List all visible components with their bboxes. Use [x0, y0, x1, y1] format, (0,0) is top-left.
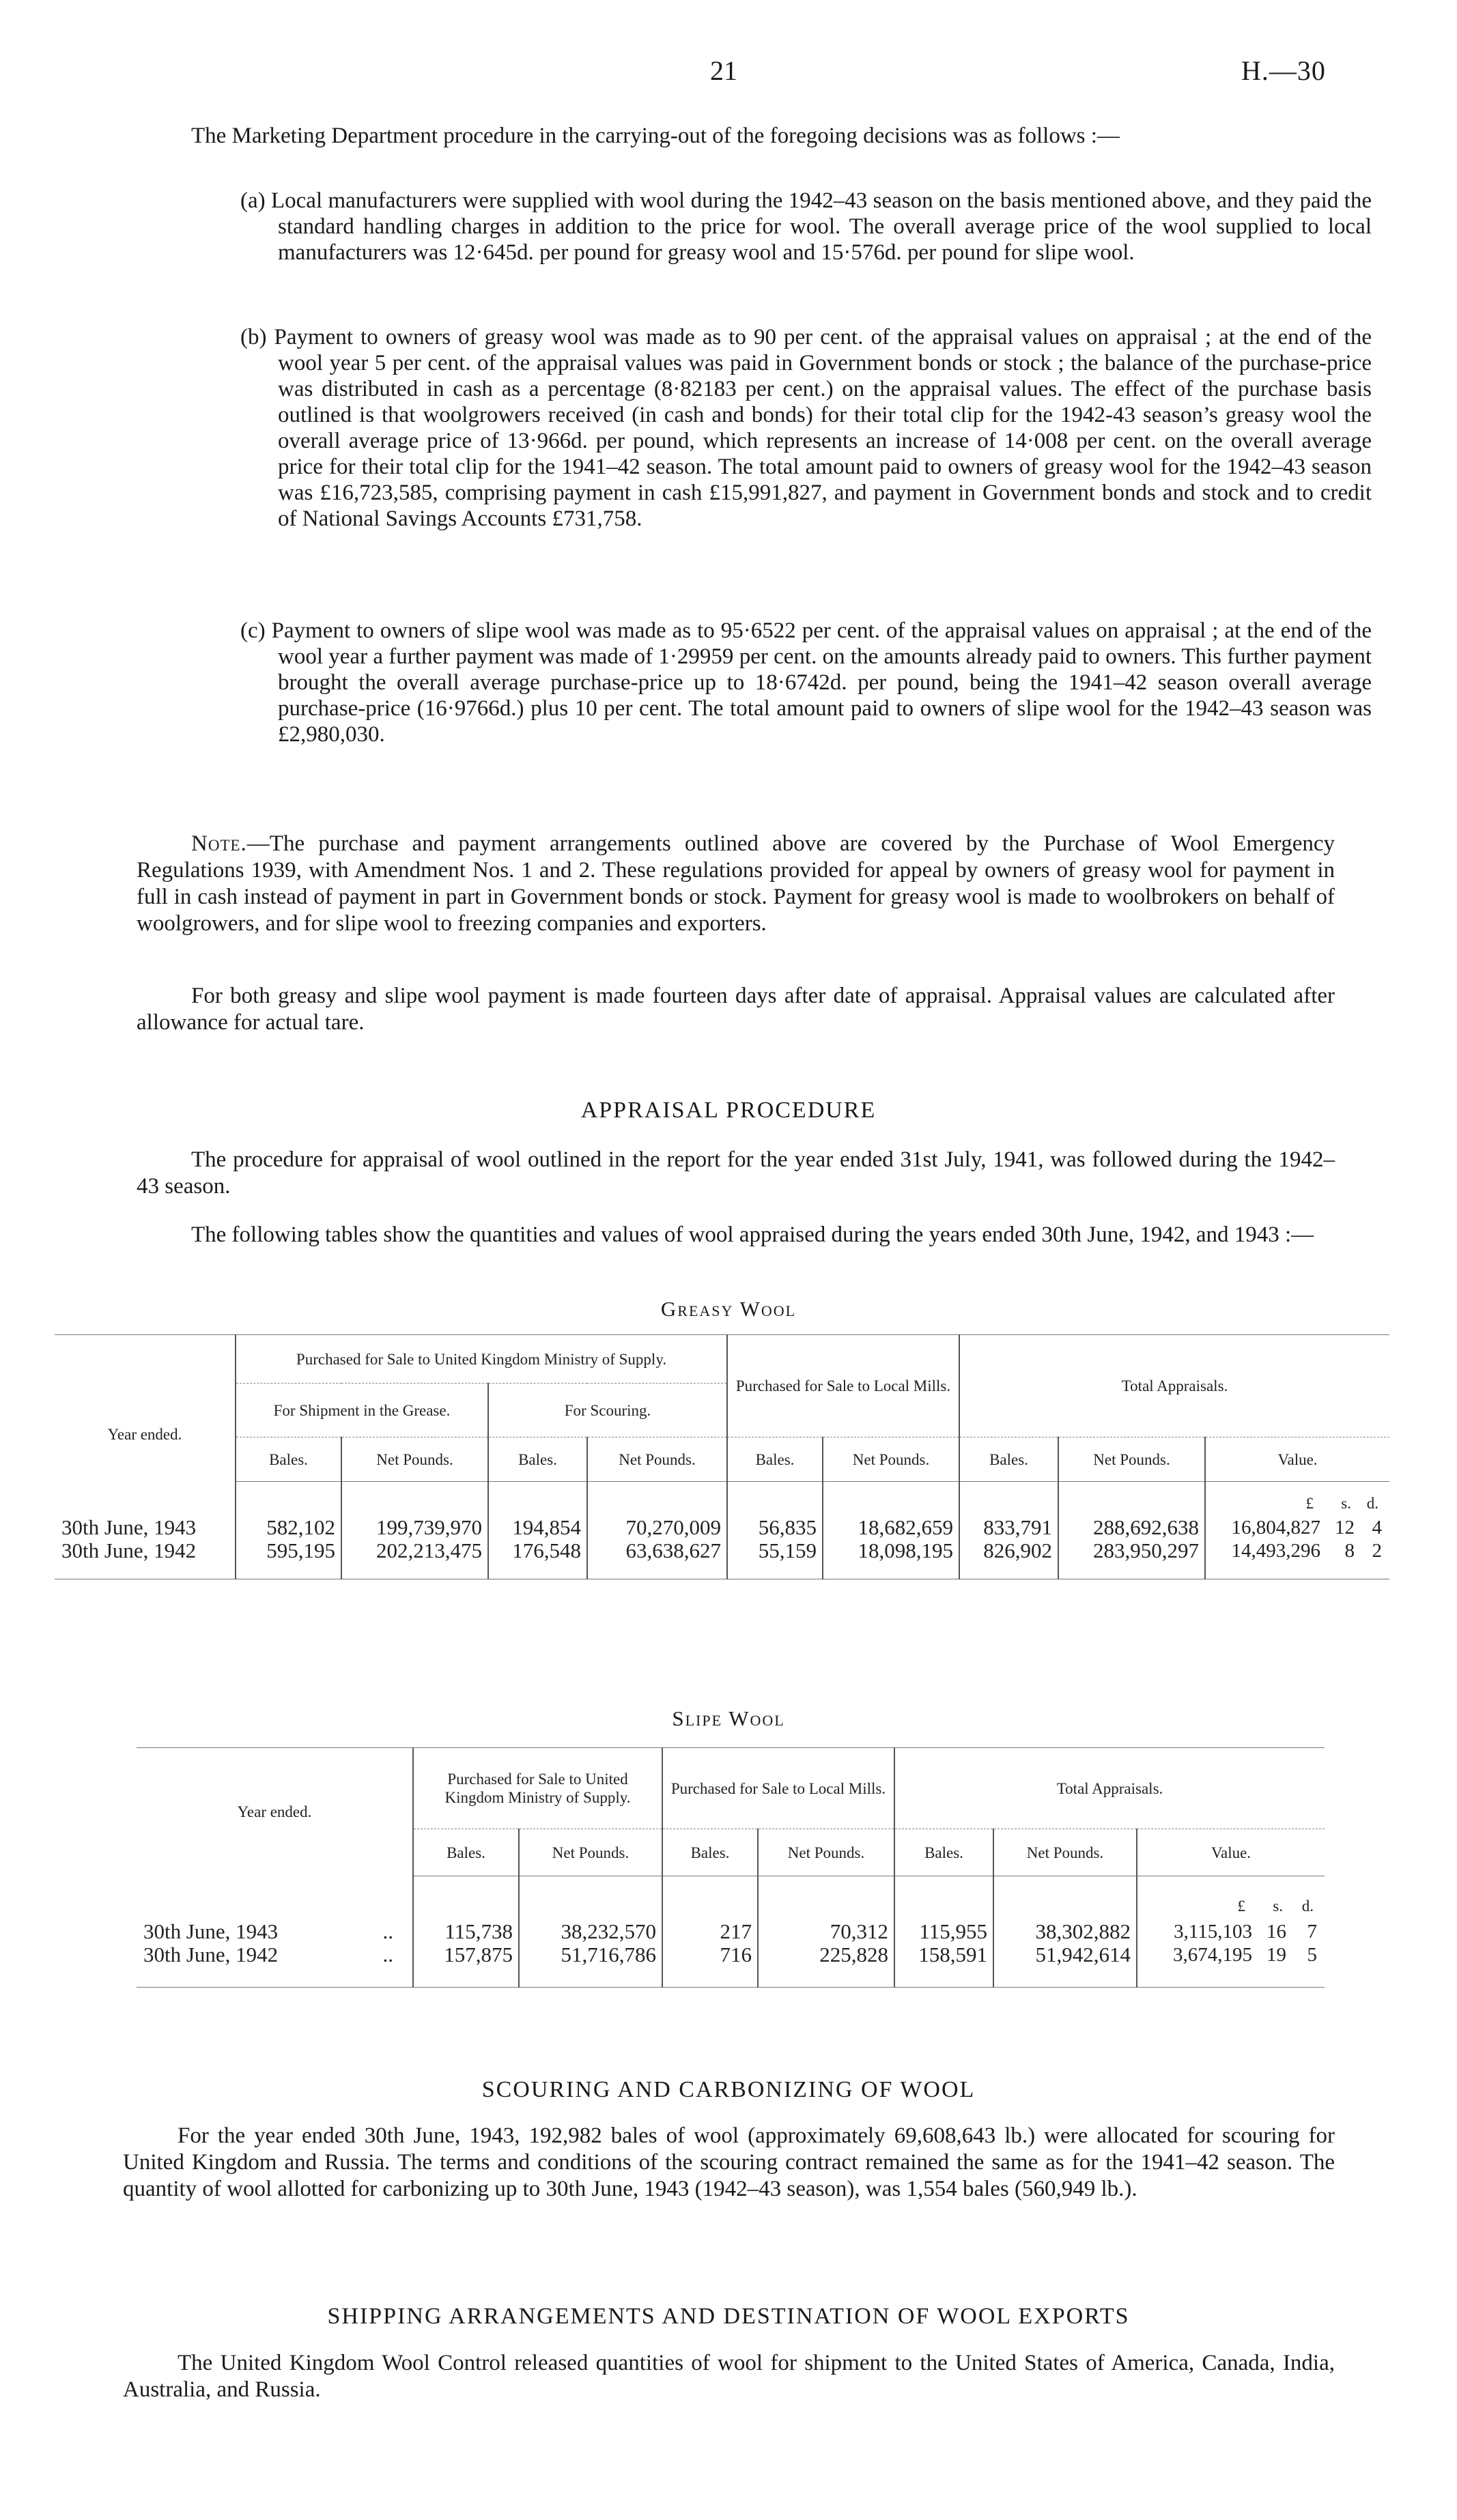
greasy-ship-bales-header: Bales. — [236, 1437, 341, 1482]
slipe-year-header: Year ended. — [137, 1748, 413, 1876]
item-a-label: (a) — [240, 188, 266, 213]
greasy-scour-bales: 194,854 — [488, 1516, 587, 1539]
greasy-pence-unit: d. — [1366, 1494, 1378, 1512]
slipe-uk-bales: 115,738 — [413, 1920, 519, 1943]
greasy-local-bales: 55,159 — [727, 1539, 823, 1579]
slipe-uk-bales: 157,875 — [413, 1943, 519, 1988]
slipe-row-year-cell — [137, 1920, 413, 1943]
greasy-shillings-unit: s. — [1341, 1494, 1351, 1512]
table-row — [55, 1539, 1389, 1579]
greasy-pound-sign: £ — [1305, 1494, 1314, 1512]
greasy-uk-header: Purchased for Sale to United Kingdom Ministry of Supply. — [236, 1335, 727, 1384]
slipe-uk-header: Purchased for Sale to United Kingdom Ministry of Supply. — [413, 1748, 662, 1829]
slipe-total-pounds: 51,942,614 — [993, 1943, 1137, 1988]
slipe-value-pounds: 3,115,103 — [1174, 1920, 1252, 1943]
item-b-text: Payment to owners of greasy wool was made as to 90 per cent. of the appraisal values on appraisal ; at the end of the wool year 5 per cent. of the appraisal values was paid in Government bonds or stock ; the balance of the purchase-price was distributed in cash as a percentage (8·82183 per cent.) on the appraisal values. The effect of the purchase basis outlined is that woolgrowers received (in cash and bonds) for their total clip for the 1942-43 season’s greasy wool the overall average price of 13·966d. per pound, which represents an increase of 14·008 per cent. on the overall average price for their total clip for the 1941–42 season. The total amount paid to owners of greasy wool for the 1942–43 season was £16,723,585, comprising payment in cash £15,991,827, and payment in Government bonds and stock and to credit of National Savings Accounts £731,758. — [274, 325, 1372, 531]
greasy-ship-pounds-header: Net Pounds. — [341, 1437, 488, 1482]
greasy-local-pounds-header: Net Pounds. — [823, 1437, 959, 1482]
greasy-ship-bales: 582,102 — [236, 1516, 341, 1539]
greasy-local-pounds: 18,682,659 — [823, 1516, 959, 1539]
greasy-year-header: Year ended. — [55, 1335, 236, 1482]
slipe-uk-pounds-header: Net Pounds. — [519, 1829, 662, 1876]
document-reference: H.—30 — [1241, 55, 1326, 86]
slipe-shillings-unit: s. — [1273, 1897, 1283, 1915]
greasy-total-bales: 833,791 — [959, 1516, 1058, 1539]
slipe-value-s: 16 — [1267, 1920, 1286, 1943]
slipe-value-s: 19 — [1267, 1943, 1286, 1966]
table-row — [55, 1516, 1389, 1539]
slipe-local-bales-header: Bales. — [662, 1829, 758, 1876]
greasy-value — [1205, 1516, 1389, 1539]
greasy-local-bales-header: Bales. — [727, 1437, 823, 1482]
slipe-value-header: Value. — [1137, 1829, 1325, 1876]
greasy-value-s: 12 — [1335, 1516, 1355, 1538]
greasy-total-bales-header: Bales. — [959, 1437, 1058, 1482]
slipe-uk-pounds: 51,716,786 — [519, 1943, 662, 1988]
slipe-total-bales-header: Bales. — [894, 1829, 993, 1876]
slipe-total-bales: 158,591 — [894, 1943, 993, 1988]
greasy-ship-pounds: 202,213,475 — [341, 1539, 488, 1579]
slipe-row-year: 30th June, 1943 — [143, 1919, 279, 1943]
greasy-value-s: 8 — [1344, 1539, 1355, 1562]
slipe-local-pounds-header: Net Pounds. — [758, 1829, 894, 1876]
table-row — [137, 1943, 1325, 1988]
slipe-local-pounds: 70,312 — [758, 1920, 894, 1943]
greasy-value-header: Value. — [1205, 1437, 1389, 1482]
slipe-row-year: 30th June, 1942 — [143, 1942, 279, 1966]
greasy-total-header: Total Appraisals. — [959, 1335, 1389, 1437]
slipe-local-bales: 716 — [662, 1943, 758, 1988]
greasy-scouring-header: For Scouring. — [488, 1384, 727, 1437]
page-number: 21 — [710, 55, 737, 86]
greasy-value-d: 4 — [1372, 1516, 1382, 1538]
slipe-local-bales: 217 — [662, 1920, 758, 1943]
item-a — [240, 188, 1372, 266]
slipe-pence-unit: d. — [1301, 1897, 1314, 1915]
greasy-total-pounds: 288,692,638 — [1058, 1516, 1205, 1539]
note-label: Note. — [191, 831, 247, 856]
greasy-value-pounds: 16,804,827 — [1231, 1516, 1320, 1538]
slipe-wool-title: Slipe Wool — [672, 1706, 785, 1730]
slipe-value-d: 7 — [1307, 1920, 1317, 1943]
scouring-heading: SCOURING AND CARBONIZING OF WOOL — [481, 2077, 976, 2102]
item-c-label: (c) — [240, 618, 266, 643]
greasy-local-header: Purchased for Sale to Local Mills. — [727, 1335, 959, 1437]
slipe-value-units — [1137, 1876, 1325, 1920]
greasy-ship-pounds: 199,739,970 — [341, 1516, 488, 1539]
greasy-total-pounds: 283,950,297 — [1058, 1539, 1205, 1579]
slipe-total-pounds-header: Net Pounds. — [993, 1829, 1137, 1876]
greasy-total-pounds-header: Net Pounds. — [1058, 1437, 1205, 1482]
slipe-total-bales: 115,955 — [894, 1920, 993, 1943]
slipe-local-pounds: 225,828 — [758, 1943, 894, 1988]
greasy-scour-bales: 176,548 — [488, 1539, 587, 1579]
appraisal-heading: APPRAISAL PROCEDURE — [580, 1098, 877, 1123]
tables-intro-paragraph: The following tables show the quantities and values of wool appraised during the years ended 30th June, 1942, and 1943 :— — [191, 1222, 1314, 1247]
greasy-row-year: 30th June, 1943 — [61, 1515, 197, 1539]
greasy-wool-title: Greasy Wool — [660, 1297, 797, 1321]
slipe-local-header: Purchased for Sale to Local Mills. — [662, 1748, 894, 1829]
slipe-value — [1137, 1943, 1325, 1988]
greasy-scour-bales-header: Bales. — [488, 1437, 587, 1482]
slipe-row-dots: .. — [382, 1919, 393, 1943]
note-paragraph — [137, 831, 1335, 937]
greasy-value — [1205, 1539, 1389, 1579]
greasy-scour-pounds-header: Net Pounds. — [587, 1437, 727, 1482]
greasy-scour-pounds: 63,638,627 — [587, 1539, 727, 1579]
slipe-total-header: Total Appraisals. — [894, 1748, 1325, 1829]
scouring-paragraph: For the year ended 30th June, 1943, 192,982 bales of wool (approximately 69,608,643 lb.) were allocated for scouring for United Kingdom and Russia. The terms and conditions of the scouring contract remained the same as for the 1941–42 season. The quantity of wool allotted for carbonizing up to 30th June, 1943 (1942–43 season), was 1,554 bales (560,949 lb.). — [123, 2123, 1335, 2201]
item-c-text: Payment to owners of slipe wool was made as to 95·6522 per cent. of the appraisal values on appraisal ; at the end of the wool year a further payment was made of 1·29959 per cent. on the amounts already paid to owners. This further payment brought the overall average purchase-price up to 18·6742d. per pound, being the 1941–42 season overall average purchase-price (16·9766d.) plus 10 per cent. The total amount paid to owners of slipe wool for the 1942–43 season was £2,980,030. — [271, 618, 1372, 747]
greasy-ship-bales: 595,195 — [236, 1539, 341, 1579]
shipping-paragraph: The United Kingdom Wool Control released quantities of wool for shipment to the United States of America, Canada, India, Australia, and Russia. — [123, 2351, 1335, 2402]
note-text: —The purchase and payment arrangements outlined above are covered by the Purchase of Wool Emergency Regulations 1939, with Amendment Nos. 1 and 2. These regulations provided for appeal by owners of greasy wool for payment in full in cash instead of payment in part in Government bonds or stock. Payment for greasy wool is made to woolbrokers on behalf of woolgrowers, and for slipe wool to freezing companies and exporters. — [137, 831, 1335, 936]
greasy-value-pounds: 14,493,296 — [1231, 1539, 1320, 1562]
slipe-pound-sign: £ — [1237, 1897, 1245, 1915]
intro-paragraph: The Marketing Department procedure in the carrying-out of the foregoing decisions was as follows :— — [191, 124, 1120, 148]
greasy-total-bales: 826,902 — [959, 1539, 1058, 1579]
item-c — [240, 618, 1372, 747]
greasy-row-year: 30th June, 1942 — [55, 1539, 236, 1579]
slipe-wool-table — [137, 1747, 1325, 1988]
slipe-value — [1137, 1920, 1325, 1943]
slipe-uk-pounds: 38,232,570 — [519, 1920, 662, 1943]
greasy-value-units — [1205, 1482, 1389, 1516]
slipe-row-year-cell — [137, 1943, 413, 1988]
slipe-uk-bales-header: Bales. — [413, 1829, 519, 1876]
slipe-total-pounds: 38,302,882 — [993, 1920, 1137, 1943]
slipe-value-d: 5 — [1307, 1943, 1317, 1966]
greasy-local-bales: 56,835 — [727, 1516, 823, 1539]
appraisal-procedure-paragraph: The procedure for appraisal of wool outlined in the report for the year ended 31st July, 1941, was followed during the 1942–43 season. — [137, 1147, 1335, 1199]
greasy-wool-table — [55, 1334, 1389, 1579]
item-b — [240, 324, 1372, 532]
item-a-text: Local manufacturers were supplied with wool during the 1942–43 season on the basis mentioned above, and they paid the standard handling charges in addition to the price for wool. The overall average price of the wool supplied to local manufacturers was 12·645d. per pound for greasy wool and 15·576d. per pound for slipe wool. — [271, 188, 1372, 265]
item-b-label: (b) — [240, 325, 267, 349]
greasy-value-d: 2 — [1372, 1539, 1382, 1562]
greasy-scour-pounds: 70,270,009 — [587, 1516, 727, 1539]
shipping-heading: SHIPPING ARRANGEMENTS AND DESTINATION OF WOOL EXPORTS — [327, 2304, 1130, 2329]
table-row — [137, 1920, 1325, 1943]
slipe-value-pounds: 3,674,195 — [1173, 1943, 1252, 1966]
greasy-shipment-header: For Shipment in the Grease. — [236, 1384, 488, 1437]
slipe-row-dots: .. — [382, 1942, 393, 1966]
payment-timing-paragraph: For both greasy and slipe wool payment is made fourteen days after date of appraisal. Appraisal values are calculated after allowance for actual tare. — [137, 984, 1335, 1035]
greasy-local-pounds: 18,098,195 — [823, 1539, 959, 1579]
